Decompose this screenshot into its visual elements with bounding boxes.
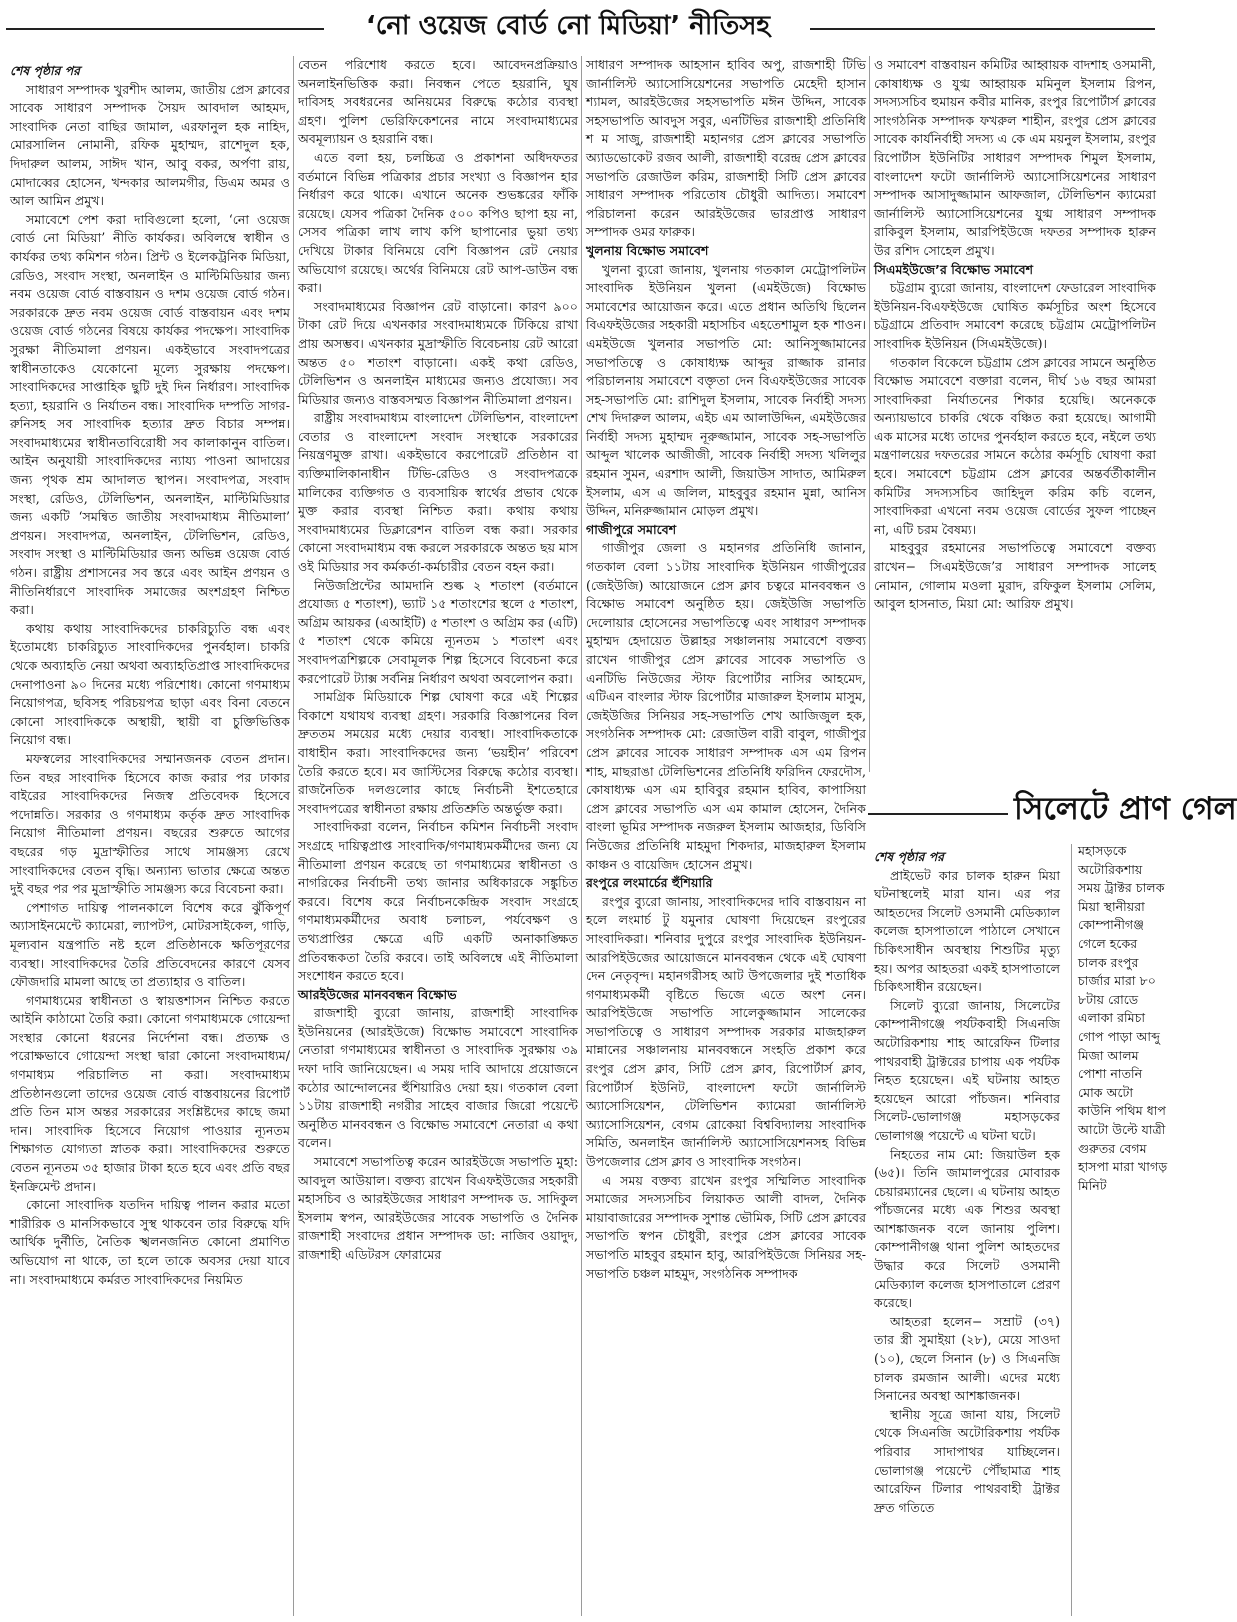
subhead: রংপুরে লংমার্চের হুঁশিয়ারি [586, 875, 713, 891]
paragraph: নিহতের নাম মো: জিয়াউল হক (৬৫)। তিনি জামালপুরের মোবারক চেয়ারম্যানের ছেলে। এ ঘটনায় আহত পাঁচজনের মধ্যে এক শিশুর অবস্থা আশঙ্কাজনক বলে জানায় পুলিশ। কোম্পানীগঞ্জ থানা পুলিশ আহতদের উদ্ধার করে সিলেট ওসমানী মেডিক্যাল কলেজ হাসপাতালে প্রেরণ করেছে। [874, 1146, 1060, 1311]
paragraph: চট্টগ্রাম ব্যুরো জানায়, বাংলাদেশ ফেডারেল সাংবাদিক ইউনিয়ন-বিএফইউজে ঘোষিত কর্মসূচির অংশ হিসেবে চট্টগ্রামে প্রতিবাদ সমাবেশ করেছে চট্টগ্রাম মেট্রোপলিটন সাংবাদিক ইউনিয়ন (সিএমইউজে)। [874, 280, 1156, 351]
story-sylhet-headline-bar [868, 782, 1237, 842]
paragraph: স্থানীয় সূত্রে জানা যায়, সিলেট থেকে সিএনজি অটোরিকশায় পর্যটক পরিবার সাদাপাথর যাচ্ছিলেন। ভোলাগঞ্জ পয়েন্টে পৌঁছামাত্র শাহ আরেফিন টিলার পাথরবাহী ট্রাক্টর দ্রুত গতিতে [874, 1406, 1060, 1515]
paragraph: সাংবাদিকরা বলেন, নির্বাচন কমিশন নির্বাচনী সংবাদ সংগ্রহে দায়িত্বপ্রাপ্ত সাংবাদিক/গণমাধ্যমকর্মীদের জন্য যে নীতিমালা প্রণয়ন করেছে তা গণমাধ্যমের স্বাধীনতা ও নাগরিকের নির্বাচনী তথ্য জানার অধিকারকে সঙ্কুচিত করবে। বিশেষ করে নির্বাচনকেন্দ্রিক সংবাদ সংগ্রহে গণমাধ্যমকর্মীদের অবাধ চলাচল, পর্যবেক্ষণ ও তথ্যপ্রাপ্তির ক্ষেত্রে এটি একটি অনাকাঙ্ক্ষিত প্রতিবন্ধকতা তৈরি করবে। তাই অবিলম্বে এই নীতিমালা সংশোধন করতে হবে। [298, 819, 578, 984]
headline-rule-left [6, 28, 324, 30]
paragraph: নিউজপ্রিন্টের আমদানি শুল্ক ২ শতাংশ (বর্তমানে প্রযোজ্য ৫ শতাংশ), ভ্যাট ১৫ শতাংশের স্থলে ৫ শতাংশ, অগ্রিম আয়কর (এআইটি) ৫ শতাংশ ও অগ্রিম কর (এটি) ৫ শতাংশ থেকে কমিয়ে ন্যূনতম ১ শতাংশ এবং সংবাদপত্রশিল্পকে সেবামূলক শিল্প হিসেবে বিবেচনা করে করপোরেট ট্যাক্স সর্বনিম্ন নির্ধারণ অথবা অবলোপন করা। [298, 577, 578, 686]
paragraph: পেশাগত দায়িত্ব পালনকালে বিশেষ করে ঝুঁকিপূর্ণ অ্যাসাইনমেন্টে ক্যামেরা, ল্যাপটপ, মোটরসাইকেল, গাড়ি, মূল্যবান যন্ত্রপাতি নষ্ট হলে প্রতিষ্ঠানকে ক্ষতিপূরণের ব্যবস্থা। সাংবাদিকদের তৈরি প্রতিবেদনের কারণে যেসব ফৌজদারি মামলা আছে তা প্রত্যাহার ও বাতিল। [10, 899, 290, 990]
column-divider [293, 56, 294, 1616]
subhead: গাজীপুরে সমাবেশ [586, 521, 677, 537]
column-3 [586, 56, 866, 1616]
paragraph: এতে বলা হয়, চলচ্চিত্র ও প্রকাশনা অধিদফতর বর্তমানে বিভিন্ন পত্রিকার প্রচার সংখ্যা ও বিজ্ঞাপন হার নির্ধারণ করে থাকে। এখানে অনেক শুভঙ্করের ফাঁকি রয়েছে। যেসব পত্রিকা দৈনিক ৫০০ কপিও ছাপা হয় না, সেসব পত্রিকা লাখ লাখ কপি ছাপানোর ভুয়া তথ্য দেখিয়ে টাকার বিনিময়ে বেশি বিজ্ঞাপন রেট নেয়ার অভিযোগ রয়েছে। অর্থের বিনিময়ে রেট আপ-ডাউন বন্ধ করা। [298, 149, 578, 296]
paragraph: রাষ্ট্রীয় সংবাদমাধ্যম বাংলাদেশ টেলিভিশন, বাংলাদেশ বেতার ও বাংলাদেশ সংবাদ সংস্থাকে সরকারের নিয়ন্ত্রণমুক্ত রাখা। একইভাবে করপোরেট প্রতিষ্ঠান বা ব্যক্তিমালিকানাধীন টিভি-রেডিও ও সংবাদপত্রকে মালিকের ব্যক্তিগত ও ব্যবসায়িক স্বার্থের প্রভাব থেকে মুক্ত করার ব্যবস্থা নিশ্চিত করা। কথায় কথায় সংবাদমাধ্যমের ডিক্লারেশন বাতিল বন্ধ করা। সরকার কোনো সংবাদমাধ্যম বন্ধ করলে সরকারকে অন্তত ছয় মাস ওই মিডিয়ার সব কর্মকর্তা-কর্মচারীর বেতন বহন করা। [298, 410, 578, 575]
paragraph: এ সময় বক্তব্য রাখেন রংপুর সম্মিলিত সাংবাদিক সমাজের সদস্যসচিব লিয়াকত আলী বাদল, দৈনিক মায়াবাজারের সম্পাদক সুশান্ত ভৌমিক, সিটি প্রেস ক্লাবের সভাপতি স্বপন চৌধুরী, রংপুর প্রেস ক্লাবের সাবেক সভাপতি মাহবুব রহমান হাবু, আরপিইউজে সিনিয়র সহ-সভাপতি চঞ্চল মাহমুদ, সংগঠনিক সম্পাদক [586, 1172, 866, 1281]
subhead: আরইউজের মানববন্ধন বিক্ষোভ [298, 986, 457, 1002]
continued-kicker: শেষ পৃষ্ঠার পর [10, 63, 80, 78]
column-2 [298, 56, 578, 1616]
continued-kicker: শেষ পৃষ্ঠার পর [874, 849, 944, 864]
paragraph: সাধারণ সম্পাদক খুরশীদ আলম, জাতীয় প্রেস ক্লাবের সাবেক সাধারণ সম্পাদক সৈয়দ আবদাল আহমদ, সাংবাদিক নেতা বাছির জামাল, এরফানুল হক নাহিদ, মোরসালিন নোমানী, রফিক মুহাম্মদ, রাশেদুল হক, দিদারুল আলম, সাঈদ খান, আবু বকর, অর্পণা রায়, মোদাব্বের হোসেন, খন্দকার আলমগীর, ডিএম অমর ও আল আমিন প্রমুখ। [10, 81, 290, 209]
column-divider [1071, 844, 1072, 1616]
page-headline: ‘নো ওয়েজ বোর্ড নো মিডিয়া’ নীতিসহ [365, 11, 771, 41]
paragraph: সিলেট ব্যুরো জানায়, সিলেটের কোম্পানীগঞ্জে পর্যটকবাহী সিএনজি অটোরিকশায় শাহ আরেফিন টিলার পাথরবাহী ট্রাক্টরের চাপায় এক পর্যটক নিহত হয়েছেন। এই ঘটনায় আহত হয়েছেন আরো পাঁচজন। শনিবার সিলেট-ভোলাগঞ্জ মহাসড়কের ভোলাগঞ্জ পয়েন্টে এ ঘটনা ঘটে। [874, 997, 1060, 1143]
paragraph: আহতরা হলেন− সম্রাট (৩৭) তার স্ত্রী সুমাইয়া (২৮), মেয়ে সাওদা (১০), ছেলে সিনান (৮) ও সিএনজি চালক রমজান আলী। এদের মধ্যে সিনানের অবস্থা আশঙ্কাজনক। [874, 1313, 1060, 1404]
headline-bar [0, 6, 1163, 48]
headline-rule-left [868, 813, 1008, 815]
paragraph: গাজীপুর জেলা ও মহানগর প্রতিনিধি জানান, গতকাল বেলা ১১টায় সাংবাদিক ইউনিয়ন গাজীপুরের (জেইউজি) আয়োজনে প্রেস ক্লাব চত্বরে মানববন্ধন ও বিক্ষোভ সমাবেশ অনুষ্ঠিত হয়। জেইউজি সভাপতি দেলোয়ার হোসেনের সভাপতিত্বে এবং সাধারণ সম্পাদক মুহাম্মদ হেদায়েত উল্লাহর সঞ্চালনায় সমাবেশে বক্তব্য রাখেন গাজীপুর প্রেস ক্লাবের সাবেক সভাপতি ও এনটিভি নিউজের স্টাফ রিপোর্টার নাসির আহমেদ, এটিএন বাংলার স্টাফ রিপোর্টার মাজারুল ইসলাম মাসুম, জেইউজির সিনিয়র সহ-সভাপতি শেখ আজিজুল হক, সংগঠনিক সম্পাদক মো: রেজাউল বারী বাবুল, গাজীপুর প্রেস ক্লাবের সাবেক সাধারণ সম্পাদক এস এম রিপন শাহ, মাছরাঙা টেলিভিশনের প্রতিনিধি ফরিদিন ফেরদৌস, কোষাধ্যক্ষ এস এম হাবিবুর রহমান হাবিব, কাপাসিয়া প্রেস ক্লাবের সভাপতি এস এম কামাল হোসেন, দৈনিক বাংলা ভূমির সম্পাদক নজরুল ইসলাম আজহার, ডিবিসি নিউজের প্রতিনিধি মাহমুদা শিকদার, মাজহারুল ইসলাম কাঞ্চন ও বায়েজিদ হোসেন প্রমুখ। [586, 540, 866, 872]
story-title: সিলেটে প্রাণ গেল [1014, 791, 1237, 827]
column-divider [581, 56, 582, 1616]
paragraph: ও সমাবেশ বাস্তবায়ন কমিটির আহ্বায়ক বাদশাহ ওসমানী, কোষাধ্যক্ষ ও যুগ্ম আহ্বায়ক মমিনুল ইসলাম রিপন, সদস্যসচিব হুমায়ন কবীর মানিক, রংপুর রিপোর্টার্স ক্লাবের সাংগঠনিক সম্পাদক ফখরুল শাহীন, রংপুর প্রেস ক্লাবের সাবেক কার্যনির্বাহী সদস্য এ কে এম ময়নুল ইসলাম, রংপুর রিপোর্টাস ইউনিটির সাধারণ সম্পাদক শিমুল ইসলাম, বাংলাদেশ ফটো জার্নালিস্ট অ্যাসোসিয়েশনের সাধারণ সম্পাদক আসাদুজ্জামান আফজাল, টেলিভিশন ক্যামেরা জার্নালিস্ট অ্যাসোসিয়েশনের যুগ্ম সাধারণ সম্পাদক রাকিবুল ইসলাম, আরপিইউজে দফতর সম্পাদক হারুন উর রশিদ সোহেল প্রমুখ। [874, 57, 1156, 258]
column-1 [10, 56, 290, 1616]
paragraph: গতকাল বিকেলে চট্টগ্রাম প্রেস ক্লাবের সামনে অনুষ্ঠিত বিক্ষোভ সমাবেশে বক্তারা বলেন, দীর্ঘ ১৬ বছর আমরা সাংবাদিকরা নির্যাতনের শিকার হয়েছি। অনেককে অন্যায়ভাবে চাকরি থেকে বঞ্চিত করা হয়েছে। আগামী এক মাসের মধ্যে তাদের পুনর্বহাল করতে হবে, নইলে তথ্য মন্ত্রণালয়ের দফতরের সামনে কঠোর কর্মসূচি ঘোষণা করা হবে। সমাবেশে চট্টগ্রাম প্রেস ক্লাবের অন্তর্বর্তীকালীন কমিটির সদস্যসচিব জাহিদুল করিম কচি বলেন, সাংবাদিকরা এখনো নবম ওয়েজ বোর্ডের সুফল পাচ্ছেন না, এটি চরম বৈষম্য। [874, 354, 1156, 537]
headline-rule-right [810, 28, 1155, 30]
paragraph: মফস্বলের সাংবাদিকদের সম্মানজনক বেতন প্রদান। তিন বছর সাংবাদিক হিসেবে কাজ করার পর ঢাকার বাইরের সাংবাদিকদের নিজস্ব প্রতিবেদক হিসেবে পদোন্নতি। সরকার ও গণমাধ্যম কর্তৃক দ্রুত সাংবাদিক নিয়োগ নীতিমালা প্রণয়ন। বছরের শুরুতে আগের বছরের গড় মুদ্রাস্ফীতির সাথে সামঞ্জস্য রেখে সাংবাদিকদের বেতন বৃদ্ধি। অন্যান্য ভাতার ক্ষেত্রে অন্তত দুই বছর পর পর মুদ্রাস্ফীতি সামঞ্জস্য করে বিবেচনা করা। [10, 750, 290, 897]
column-4 [874, 56, 1156, 752]
paragraph: সামগ্রিক মিডিয়াকে শিল্প ঘোষণা করে এই শিল্পের বিকাশে যথাযথ ব্যবস্থা গ্রহণ। সরকারি বিজ্ঞাপনের বিল দ্রুততম সময়ের মধ্যে দেয়ার ব্যবস্থা। সাংবাদিকতাকে বাধাহীন করা। সাংবাদিকদের জন্য ‘ভয়হীন’ পরিবেশ তৈরি করতে হবে। মব জাস্টিসের বিরুদ্ধে কঠোর ব্যবস্থা। রাজনৈতিক দলগুলোর কাছে নির্বাচনী ইশতেহারে সংবাদপত্রের স্বাধীনতা রক্ষায় প্রতিশ্রুতি অন্তর্ভুক্ত করা। [298, 689, 578, 816]
subhead: সিএমইউজে’র বিক্ষোভ সমাবেশ [874, 261, 1034, 277]
paragraph: খুলনা ব্যুরো জানায়, খুলনায় গতকাল মেট্রোপলিটন সাংবাদিক ইউনিয়ন খুলনা (এমইউজে) বিক্ষোভ সমাবেশের আয়োজন করে। এতে প্রধান অতিথি ছিলেন বিএফইউজের সহকারী মহাসচিব এহতেশামুল হক শাওন। এমইউজে খুলনার সভাপতি মো: আনিসুজ্জামানের সভাপতিত্বে ও কোষাধ্যক্ষ আব্দুর রাজ্জাক রানার পরিচালনায় সমাবেশে বক্তৃতা দেন বিএফইউজের সাবেক সহ-সভাপতি মো: রাশিদুল ইসলাম, সাবেক নির্বাহী সদস্য শেখ দিদারুল আলম, এইচ এম আলাউদ্দিন, এমইউজের নির্বাহী সদস্য মুহাম্মদ নূরুজ্জামান, সাবেক সহ-সভাপতি আব্দুল খালেক আজীজী, সাবেক নির্বাহী সদস্য খলিলুর রহমান সুমন, এরশাদ আলী, জিয়াউস সাদাত, আমিরুল ইসলাম, এস এ জলিল, মাহবুবুর রহমান মুন্না, আনিস উদ্দিন, মনিরুজ্জামান মোড়ল প্রমুখ। [586, 261, 866, 519]
paragraph: সংবাদমাধ্যমের বিজ্ঞাপন রেট বাড়ানো। কারণ ৯০০ টাকা রেট দিয়ে এখনকার সংবাদমাধ্যমকে টিকিয়ে রাখা প্রায় অসম্ভব। এখনকার মুদ্রাস্ফীতি বিবেচনায় রেট আরো অন্তত ৫০ শতাংশ বাড়ানো। একই কথা রেডিও, টেলিভিশন ও অনলাইন মাধ্যমের জন্যও প্রযোজ্য। সব মিডিয়ার জন্যও বাস্তবসম্মত বিজ্ঞাপন নীতিমালা প্রণয়ন। [298, 298, 578, 407]
paragraph: গণমাধ্যমের স্বাধীনতা ও স্বায়ত্তশাসন নিশ্চিত করতে আইনি কাঠামো তৈরি করা। কোনো গণমাধ্যমকে গোয়েন্দা সংস্থার কোনো ধরনের নির্দেশনা বন্ধ। প্রত্যক্ষ ও পরোক্ষভাবে গোয়েন্দা সংস্থা দ্বারা কোনো সংবাদমাধ্যম/গণমাধ্যম পরিচালিত না করা। সংবাদমাধ্যম প্রতিষ্ঠানগুলো তাদের ওয়েজ বোর্ড বাস্তবায়নের রিপোর্ট প্রতি তিন মাস অন্তর সরকারের সংশ্লিষ্টদের কাছে জমা দান। সাংবাদিক হিসেবে নিয়োগ পাওয়ার ন্যূনতম শিক্ষাগত যোগ্যতা স্নাতক করা। সাংবাদিকদের শুরুতে বেতন ন্যূনতম ৩৫ হাজার টাকা হতে হবে এবং প্রতি বছর ইনক্রিমেন্ট প্রদান। [10, 992, 290, 1194]
paragraph: সাধারণ সম্পাদক আহসান হাবিব অপু, রাজশাহী টিভি জার্নালিস্ট অ্যাসোসিয়েশনের সভাপতি মেহেদী হাসান শ্যামল, আরইউজের সহসভাপতি মঈন উদ্দিন, সাবেক সহসভাপতি আবদুস সবুর, এনটিভির রাজশাহী প্রতিনিধি শ ম সাজু, রাজশাহী মহানগর প্রেস ক্লাবের সভাপতি অ্যাডভোকেট রজব আলী, রাজশাহী বরেন্দ্র প্রেস ক্লাবের সভাপতি রেজাউল করিম, রাজশাহী সিটি প্রেস ক্লাবের সাধারণ সম্পাদক পরিতোষ চৌধুরী আদিত্য। সমাবেশ পরিচালনা করেন আরইউজের ভারপ্রাপ্ত সাধারণ সম্পাদক ওমর ফারুক। [586, 57, 866, 240]
paragraph: রাজশাহী ব্যুরো জানায়, রাজশাহী সাংবাদিক ইউনিয়নের (আরইউজে) বিক্ষোভ সমাবেশে সাংবাদিক নেতারা গণমাধ্যমের স্বাধীনতা ও সাংবাদিক সুরক্ষায় ৩৯ দফা দাবি জানিয়েছেন। এ সময় দাবি আদায়ে প্রয়োজনে কঠোর আন্দোলনের হুঁশিয়ারিও দেয়া হয়। গতকাল বেলা ১১টায় রাজশাহী নগরীর সাহেব বাজার জিরো পয়েন্টে অনুষ্ঠিত মানববন্ধন ও বিক্ষোভ সমাবেশে নেতারা এ কথা বলেন। [298, 1005, 578, 1151]
paragraph: মাহবুবুর রহমানের সভাপতিত্বে সমাবেশে বক্তব্য রাখেন− সিএমইউজে’র সাধারণ সম্পাদক সালেহ নোমান, গোলাম মওলা মুরাদ, রফিকুল ইসলাম সেলিম, আবুল হাসনাত, মিয়া মো: আরিফ প্রমুখ। [874, 540, 1156, 612]
paragraph: বেতন পরিশোধ করতে হবে। আবেদনপ্রক্রিয়াও অনলাইনভিত্তিক করা। নিবন্ধন পেতে হয়রানি, ঘুষ দাবিসহ সবধরনের অনিয়মের বিরুদ্ধে কঠোর ব্যবস্থা গ্রহণ। পুলিশ ভেরিফিকেশনের নামে সংবাদমাধ্যমের অবমূল্যায়ন ও হয়রানি বন্ধ। [298, 57, 578, 147]
paragraph: রংপুর ব্যুরো জানায়, সাংবাদিকদের দাবি বাস্তবায়ন না হলে লংমার্চ টু যমুনার ঘোষণা দিয়েছেন রংপুরের সাংবাদিকরা। শনিবার দুপুরে রংপুর সাংবাদিক ইউনিয়ন-আরপিইউজের আয়োজনে মানববন্ধন থেকে এই ঘোষণা দেন নেতৃবৃন্দ। মহানগরীসহ আট উপজেলার দুই শতাধিক গণমাধ্যমকর্মী বৃষ্টিতে ভিজে এতে অংশ নেন। আরপিইউজে সভাপতি সালেকুজ্জামান সালেকের সভাপতিত্বে ও সাধারণ সম্পাদক সরকার মাজহারুল মান্নানের সঞ্চালনায় মানববন্ধনে সংহতি প্রকাশ করে রংপুর প্রেস ক্লাব, সিটি প্রেস ক্লাব, রিপোর্টার্স ক্লাব, রিপোর্টার্স ইউনিট, বাংলাদেশ ফটো জার্নালিস্ট অ্যাসোসিয়েশন, টেলিভিশন ক্যামেরা জার্নালিস্ট অ্যাসোসিয়েশন, বেগম রোকেয়া বিশ্ববিদ্যালয় সাংবাদিক সমিতি, অনলাইন জার্নালিস্ট অ্যাসোসিয়েশনসহ বিভিন্ন উপজেলার প্রেস ক্লাব ও সাংবাদিক সংগঠন। [586, 893, 866, 1170]
column-divider [869, 56, 870, 772]
paragraph: প্রাইভেট কার চালক হারুন মিয়া ঘটনাস্থলেই মারা যান। এর পর আহতদের সিলেট ওসমানী মেডিক্যাল কলেজ হাসপাতালে পাঠালে সেখানে চিকিৎসাধীন অবস্থায় শিশুটির মৃত্যু হয়। অপর আহতরা একই হাসপাতালে চিকিৎসাধীন রয়েছেন। [874, 867, 1060, 995]
paragraph: মহাসড়কে অটোরিকশায় সময় ট্রাক্টর চালক মিয়া স্থানীয়রা কোম্পানীগঞ্জ গেলে হকের চালক রংপুর চার্জার মারা ৮০ ৮টায় রোডে এলাকা রমিচা গোপ পাড়া আব্দু মিজা আলম পোশা নাতনি মোক অটো কাউনি পথিম ধাপ আটো উল্টে যাত্রী গুরুতর বেগম হাসপা মারা খাগড় মিনিট [1078, 843, 1168, 1193]
column-sylhet [874, 842, 1060, 1616]
paragraph: কোনো সাংবাদিক যতদিন দায়িত্ব পালন করার মতো শারীরিক ও মানসিকভাবে সুস্থ থাকবেন তার বিরুদ্ধে যদি আর্থিক দুর্নীতি, নৈতিক স্খলনজনিত কোনো প্রমাণিত অভিযোগ না থাকে, তা হলে তাকে অবসর দেয়া যাবে না। সংবাদমাধ্যমে কর্মরত সাংবাদিকদের নিয়মিত [10, 1197, 290, 1287]
paragraph: সমাবেশে সভাপতিত্ব করেন আরইউজে সভাপতি মুহা: আবদুল আউয়াল। বক্তব্য রাখেন বিএফইউজের সহকারী মহাসচিব ও আরইউজের সাধারণ সম্পাদক ড. সাদিকুল ইসলাম স্বপন, আরইউজের সাবেক সভাপতি ও দৈনিক রাজশাহী সংবাদের প্রধান সম্পাদক ডা: নাজিব ওয়াদুদ, রাজশাহী এডিটরস ফোরামের [298, 1154, 578, 1262]
column-sylhet-edge [1078, 842, 1168, 1616]
paragraph: কথায় কথায় সাংবাদিকদের চাকরিচ্যুতি বন্ধ এবং ইতোমধ্যে চাকরিচ্যুত সাংবাদিকদের পুনর্বহাল। চাকরি থেকে অব্যাহতি নেয়া অথবা অব্যাহতিপ্রাপ্ত সাংবাদিকদের দেনাপাওনা ৯০ দিনের মধ্যে পরিশোধ। কোনো গণমাধ্যম নিয়োগপত্র, ছবিসহ পরিচয়পত্র ছাড়া এবং বিনা বেতনে কোনো সাংবাদিককে অস্থায়ী, স্থায়ী বা চুক্তিভিত্তিক নিয়োগ বন্ধ। [10, 620, 290, 748]
subhead: খুলনায় বিক্ষোভ সমাবেশ [586, 242, 709, 258]
paragraph: সমাবেশে পেশ করা দাবিগুলো হলো, ‘নো ওয়েজ বোর্ড নো মিডিয়া’ নীতি কার্যকর। অবিলম্বে স্বাধীন ও কার্যকর তথ্য কমিশন গঠন। প্রিন্ট ও ইলেকট্রনিক মিডিয়া, রেডিও, সংবাদ সংস্থা, অনলাইন ও মাল্টিমিডিয়ার জন্য নবম ওয়েজ বোর্ড বাস্তবায়ন ও দশম ওয়েজ বোর্ড গঠন। সরকারকে দ্রুত নবম ওয়েজ বোর্ড বাস্তবায়ন এবং দশম ওয়েজ বোর্ড গঠনের বিষয়ে কার্যকর পদক্ষেপ। সাংবাদিক সুরক্ষা নীতিমালা প্রণয়ন। একইভাবে সংবাদপত্রের স্বাধীনতাকেও যেকোনো মূল্যে সুরক্ষায় পদক্ষেপ। সাংবাদিকদের সাপ্তাহিক ছুটি দুই দিন নির্ধারণ। সাংবাদিক হত্যা, হয়রানি ও নির্যাতন বন্ধ। সাংবাদিক দম্পতি সাগর-রুনিসহ সব সাংবাদিক হত্যার দ্রুত বিচার সম্পন্ন। সংবাদমাধ্যমের স্বাধীনতাবিরোধী সব কালাকানুন বাতিল। আইন অনুযায়ী সাংবাদিকদের ন্যায্য পাওনা আদায়ের জন্য পৃথক শ্রম আদালত স্থাপন। সংবাদপত্র, সংবাদ সংস্থা, রেডিও, টেলিভিশন, অনলাইন, মাল্টিমিডিয়ার জন্য একটি ‘সমন্বিত জাতীয় সংবাদমাধ্যম নীতিমালা’ প্রণয়ন। সংবাদপত্র, অনলাইন, টেলিভিশন, রেডিও, সংবাদ সংস্থা ও মাল্টিমিডিয়ার জন্য অভিন্ন ওয়েজ বোর্ড গঠন। রাষ্ট্রীয় প্রশাসনের সব স্তরে এবং আইন প্রণয়ন ও নীতিনির্ধারণে সাংবাদিক সমাজের অংশগ্রহণ নিশ্চিত করা। [10, 211, 290, 618]
